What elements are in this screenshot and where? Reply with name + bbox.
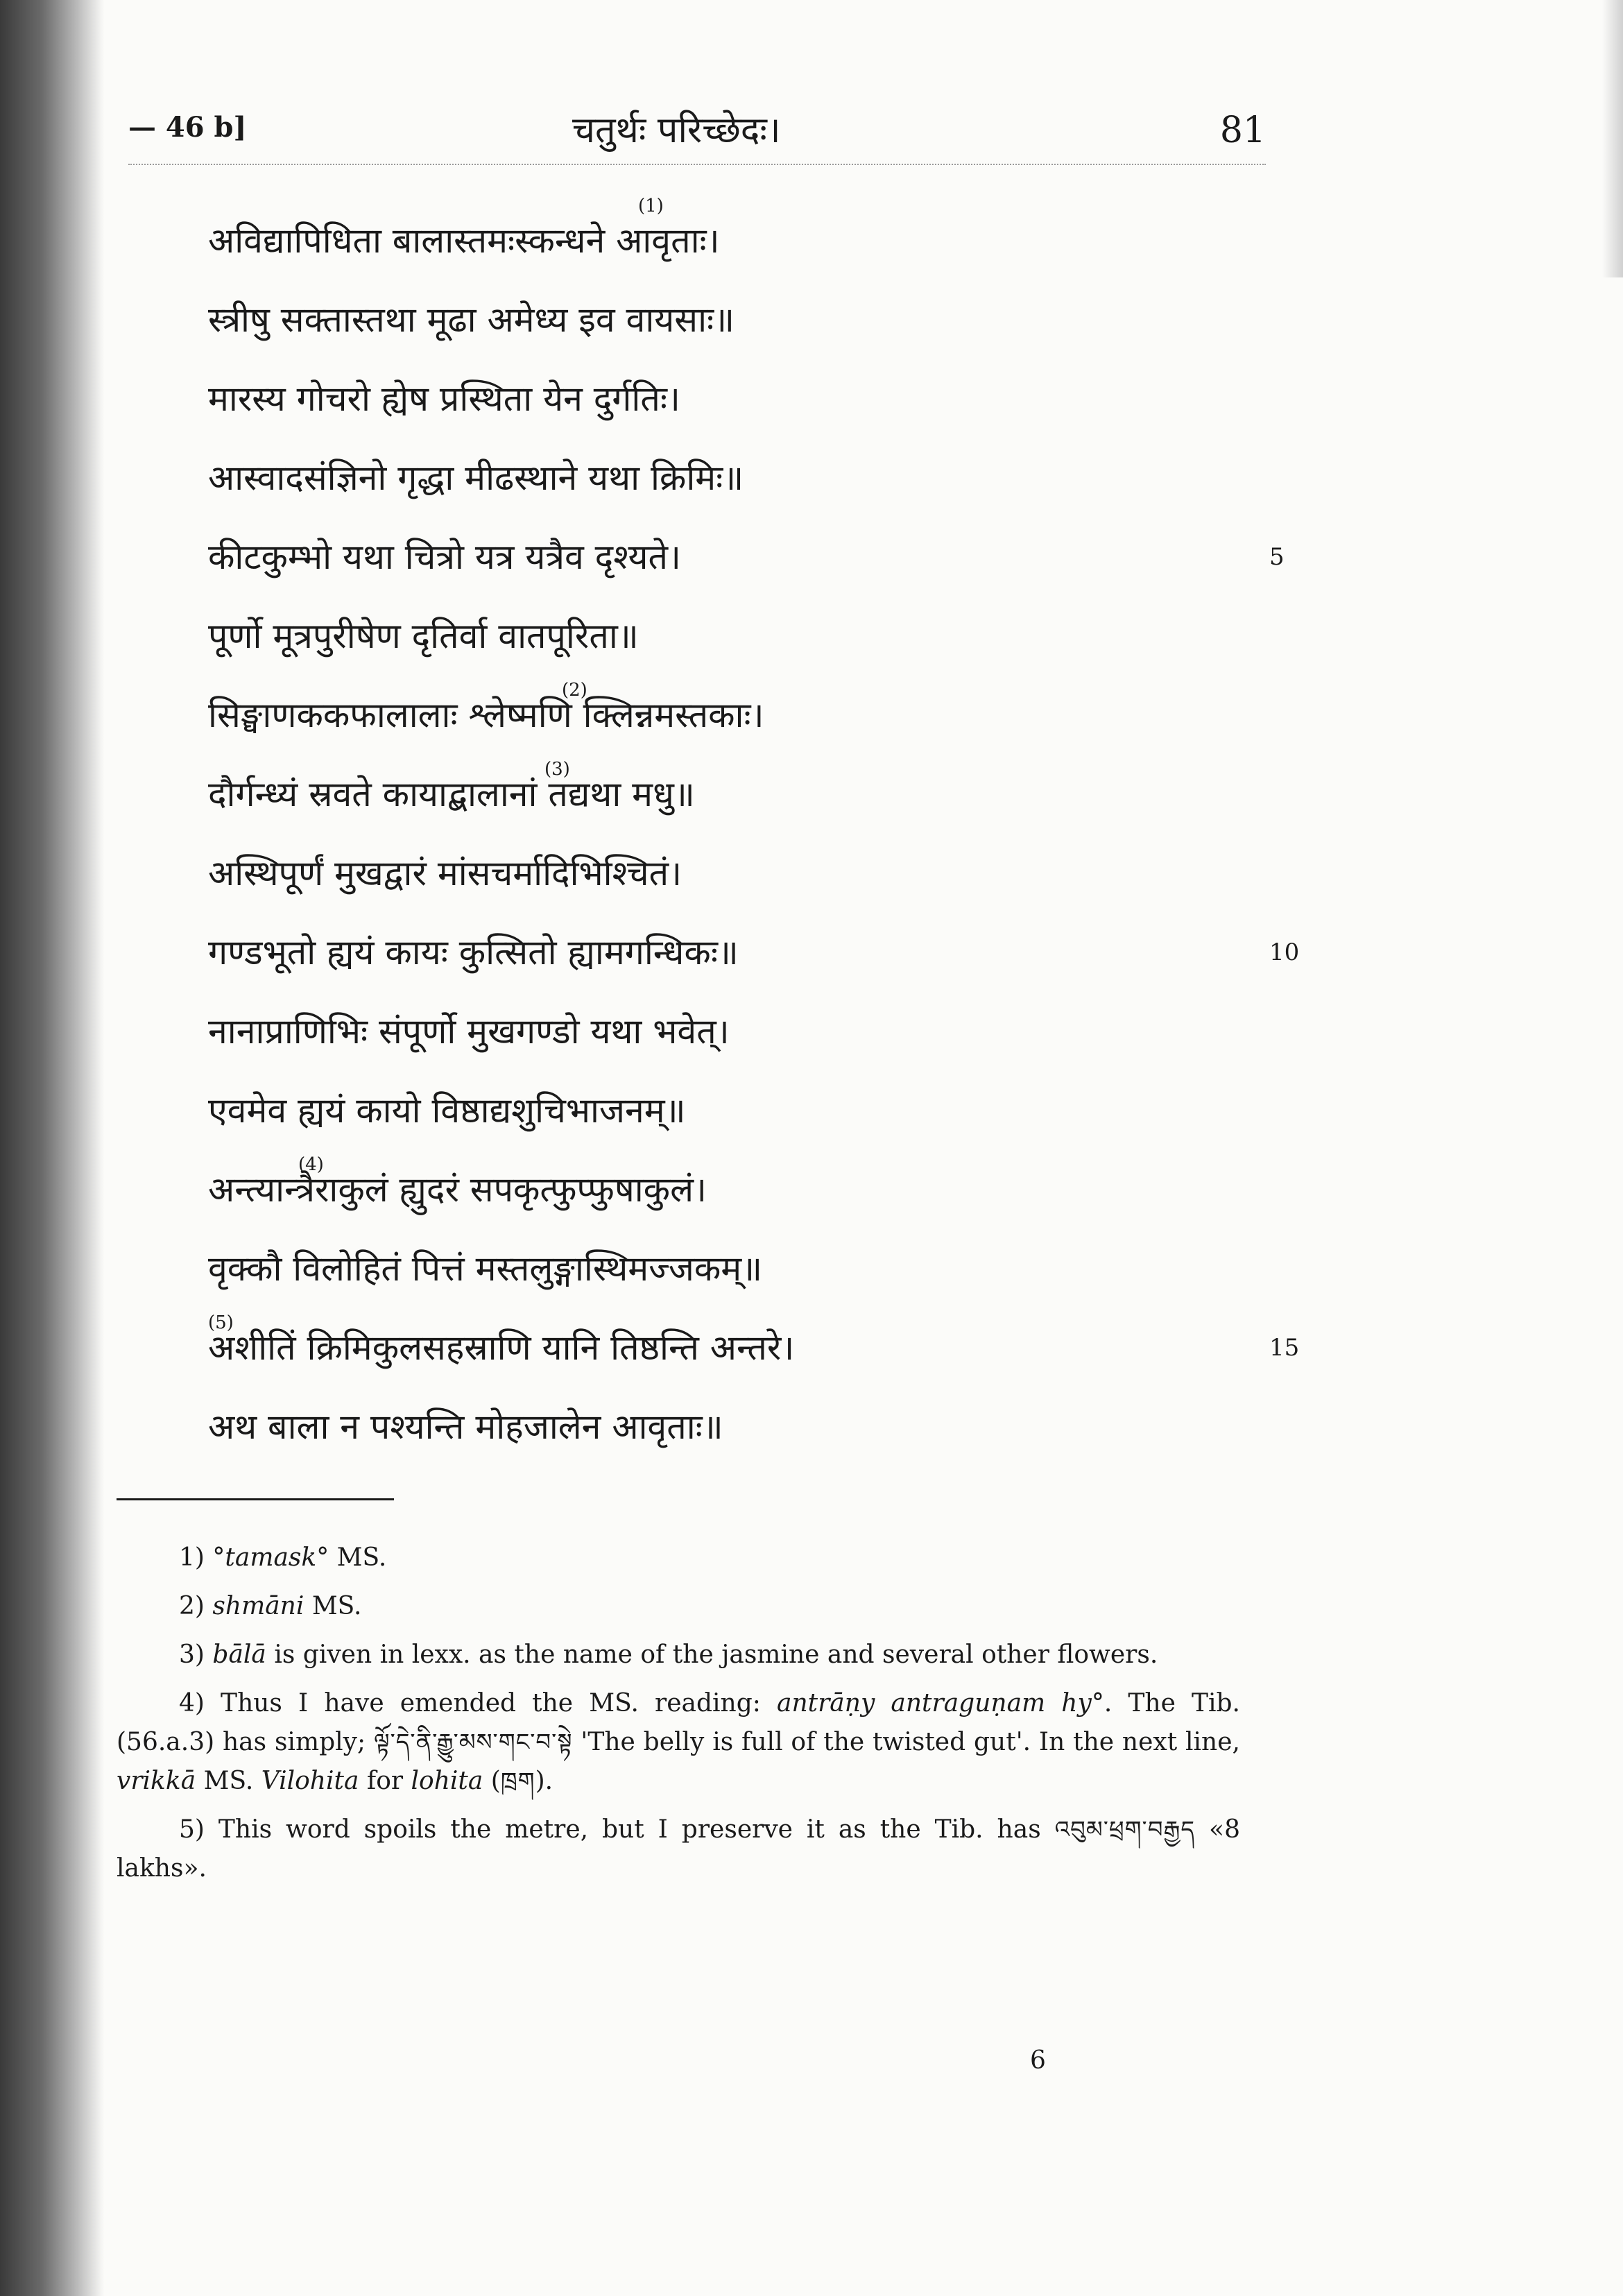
footnote-marker-5: (5) — [208, 1312, 234, 1333]
verse-text: अस्थिपूर्णं मुखद्वारं मांसचर्मादिभिश्चितं। — [208, 853, 682, 893]
footnote-4 — [117, 1684, 1240, 1801]
verse-text: अविद्यापिधिता बालास्तमःस्कन्धने आवृताः। — [208, 221, 720, 261]
footnote-term: bālā — [212, 1640, 266, 1669]
footnote-2 — [117, 1587, 1240, 1626]
verse-line — [208, 834, 1318, 913]
verse-text: वृक्कौ विलोहितं पित्तं मस्तलुङ्गास्थिमज्जकम्॥ — [208, 1249, 763, 1289]
footnotes-block — [117, 1539, 1240, 1898]
page-number: 81 — [1219, 110, 1266, 151]
footnote-text: Thus I have emended the MS. reading: — [204, 1689, 777, 1717]
verse-text: अशीतिं क्रिमिकुलसहस्राणि यानि तिष्ठन्ति अन्तरे। — [208, 1328, 795, 1368]
footnote-marker-3: (3) — [544, 759, 570, 780]
footnote-text: 'The belly is full of the twisted gut'. In the next line, — [572, 1728, 1240, 1756]
footnote-text: . The Tib. (56.a.3) has simply; — [117, 1689, 1240, 1756]
footnote-text: MS. — [304, 1592, 362, 1620]
footnote-number: 4) — [179, 1689, 205, 1717]
verse-line — [208, 359, 1318, 438]
verse-text: दौर्गन्ध्यं स्रवते कायाद्बालानां तद्यथा मधु॥ — [208, 774, 695, 814]
footnote-divider — [117, 1498, 394, 1500]
footnote-term: °tamask° — [212, 1543, 329, 1572]
footnote-text: MS. — [196, 1767, 261, 1795]
footnote-number: 3) — [179, 1640, 205, 1669]
verse-text: नानाप्राणिभिः संपूर्णो मुखगण्डो यथा भवेत्। — [208, 1011, 730, 1052]
verse-text: सिङ्घाणककफालालाः श्लेष्मणि क्लिन्नमस्तकाः। — [208, 695, 764, 735]
verse-line — [208, 438, 1318, 517]
verse-text: अन्त्यान्त्रैराकुलं ह्युदरं सपकृत्फुप्फुषाकुलं। — [208, 1170, 707, 1210]
verse-line — [208, 755, 1318, 834]
line-number: 5 — [1269, 543, 1285, 571]
verse-line — [208, 1308, 1318, 1387]
signature-mark: 6 — [1030, 2046, 1046, 2075]
footnote-term: lohita — [411, 1767, 483, 1795]
footnote-number: 1) — [179, 1543, 205, 1572]
scan-gutter-shadow — [0, 0, 104, 2296]
header-divider — [128, 164, 1266, 165]
footnote-term: shmāni — [212, 1592, 304, 1620]
header-folio-reference: — 46 b] — [128, 111, 247, 144]
footnote-text: is given in lexx. as the name of the jasmine and several other flowers. — [266, 1640, 1158, 1669]
footnote-3 — [117, 1636, 1240, 1674]
verse-line — [208, 280, 1318, 359]
line-number: 15 — [1269, 1334, 1300, 1362]
verse-line — [208, 1229, 1318, 1308]
footnote-text: ). — [535, 1767, 553, 1795]
verse-line — [208, 597, 1318, 676]
verse-line — [208, 196, 1318, 280]
verse-line — [208, 1071, 1318, 1150]
footnote-text: for — [359, 1767, 411, 1795]
verse-text: कीटकुम्भो यथा चित्रो यत्र यत्रैव दृश्यते। — [208, 537, 681, 577]
verse-line — [208, 1150, 1318, 1229]
footnote-marker-4: (4) — [298, 1154, 324, 1175]
verse-text: अथ बाला न पश्यन्ति मोहजालेन आवृताः॥ — [208, 1407, 723, 1447]
footnote-text: ( — [483, 1767, 501, 1795]
tibetan-quote: ལྟོ་དེ་ནི་རྒྱུ་མས་གང་བ་སྟེ — [373, 1729, 573, 1756]
running-header — [128, 104, 1266, 160]
verse-text: पूर्णो मूत्रपुरीषेण दृतिर्वा वातपूरिता॥ — [208, 616, 639, 656]
footnote-number: 2) — [179, 1592, 205, 1620]
verse-line — [208, 676, 1318, 755]
footnote-marker-2: (2) — [562, 680, 587, 701]
verse-text: आस्वादसंज्ञिनो गृद्धा मीढस्थाने यथा क्रिमिः॥ — [208, 458, 744, 498]
footnote-number: 5) — [179, 1815, 205, 1844]
footnote-text: MS. — [329, 1543, 387, 1572]
verse-line — [208, 913, 1318, 992]
verse-block — [208, 196, 1318, 1466]
footnote-marker-1: (1) — [638, 196, 664, 216]
tibetan-word: ཁྲག — [500, 1767, 535, 1795]
footnote-term: vrikkā — [117, 1767, 196, 1795]
header-chapter-title: चतुर्थः परिच्छेदः। — [572, 110, 781, 151]
footnote-text: «8 lakhs». — [117, 1815, 1240, 1883]
line-number: 10 — [1269, 939, 1300, 966]
tibetan-word: འབུམ་ཕྲག་བརྒྱད — [1054, 1816, 1196, 1844]
verse-text: स्त्रीषु सक्तास्तथा मूढा अमेध्य इव वायसाः॥ — [208, 300, 735, 340]
scan-edge-shadow — [1602, 0, 1623, 277]
verse-text: गण्डभूतो ह्ययं कायः कुत्सितो ह्यामगन्धिकः॥ — [208, 932, 739, 973]
verse-text: मारस्य गोचरो ह्येष प्रस्थिता येन दुर्गतिः। — [208, 379, 680, 419]
footnote-5 — [117, 1810, 1240, 1888]
footnote-text: This word spoils the metre, but I preserve it as the Tib. has — [204, 1815, 1055, 1844]
footnote-1 — [117, 1539, 1240, 1577]
footnote-term: Vilohita — [261, 1767, 359, 1795]
verse-line — [208, 1387, 1318, 1466]
verse-line — [208, 992, 1318, 1071]
verse-text: एवमेव ह्ययं कायो विष्ठाद्यशुचिभाजनम्॥ — [208, 1090, 686, 1131]
verse-line — [208, 517, 1318, 597]
footnote-term: antrāṇy antraguṇam hy° — [776, 1689, 1104, 1717]
